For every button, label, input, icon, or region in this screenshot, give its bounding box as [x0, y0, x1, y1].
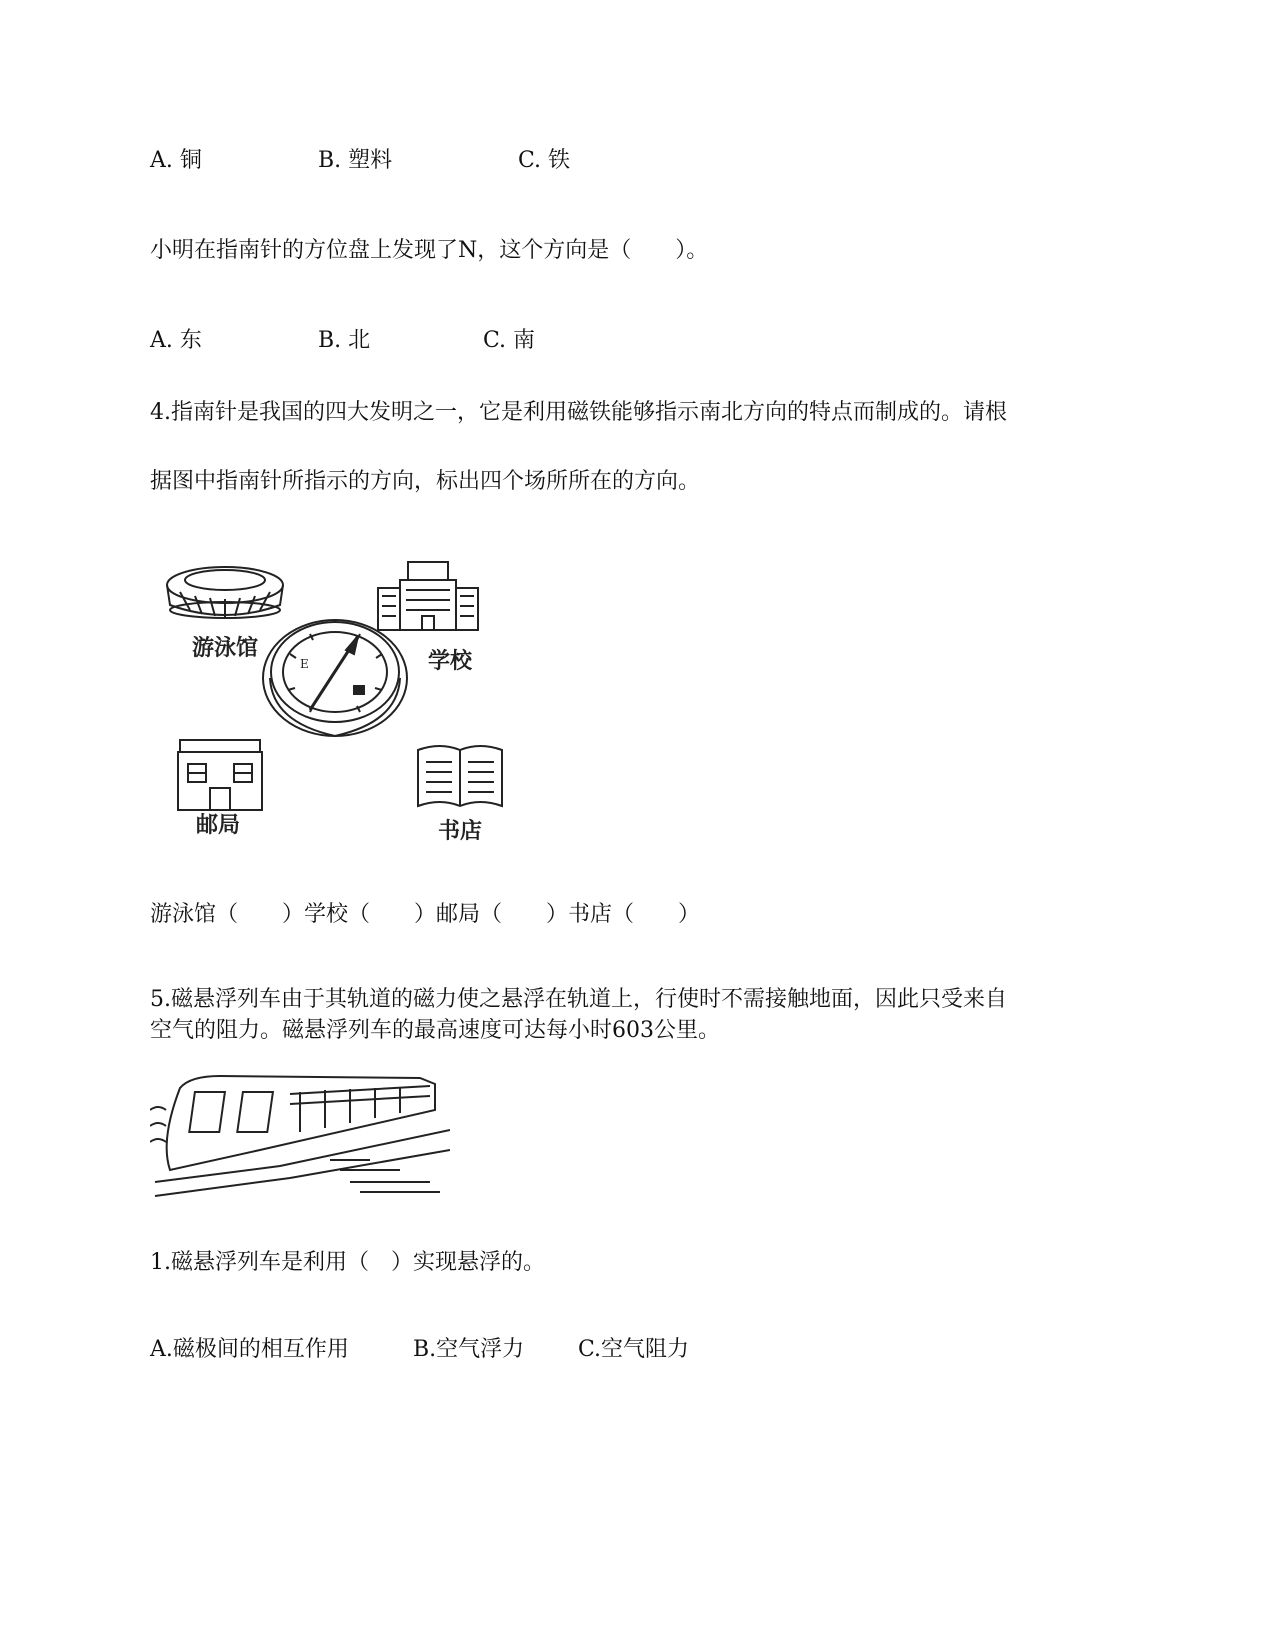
bookstore-label: 书店: [437, 819, 483, 844]
question-stem-line2: 空气的阻力。磁悬浮列车的最高速度可达每小时603公里。: [150, 1018, 720, 1043]
option-a: A. 东: [150, 328, 202, 353]
bookstore-icon: [418, 746, 502, 806]
option-b: B.空气浮力: [413, 1337, 525, 1362]
pool-icon: [167, 567, 283, 618]
option-b: B. 北: [318, 328, 371, 353]
school-label: 学校: [427, 649, 473, 674]
option-b: B. 塑料: [318, 148, 393, 173]
question-stem-line1: 5.磁悬浮列车由于其轨道的磁力使之悬浮在轨道上，行使时不需接触地面，因此只受来自: [150, 987, 1007, 1012]
option-a: A. 铜: [150, 148, 202, 173]
option-c: C.空气阻力: [578, 1337, 690, 1362]
sub-question-stem: 1.磁悬浮列车是利用（ ）实现悬浮的。: [150, 1250, 545, 1275]
compass-icon: [263, 620, 407, 736]
maglev-train-figure: [150, 1070, 450, 1205]
pool-label: 游泳馆: [191, 636, 259, 661]
question-stem-line2: 据图中指南针所指示的方向，标出四个场所所在的方向。: [150, 469, 701, 494]
compass-figure: [160, 550, 540, 880]
question-stem-line1: 4.指南针是我国的四大发明之一，它是利用磁铁能够指示南北方向的特点而制成的。请根: [150, 400, 1007, 425]
post-office-icon: [178, 740, 262, 810]
post-office-label: 邮局: [195, 813, 241, 838]
school-icon: [378, 562, 478, 630]
question-stem: 小明在指南针的方位盘上发现了N，这个方向是（ ）。: [150, 238, 709, 263]
option-a: A.磁极间的相互作用: [150, 1337, 349, 1362]
option-c: C. 南: [483, 328, 536, 353]
svg-text:E: E: [300, 657, 309, 671]
option-c: C. 铁: [518, 148, 571, 173]
answer-line: 游泳馆（ ）学校（ ）邮局（ ）书店（ ）: [150, 902, 701, 927]
train-icon: [150, 1076, 450, 1196]
